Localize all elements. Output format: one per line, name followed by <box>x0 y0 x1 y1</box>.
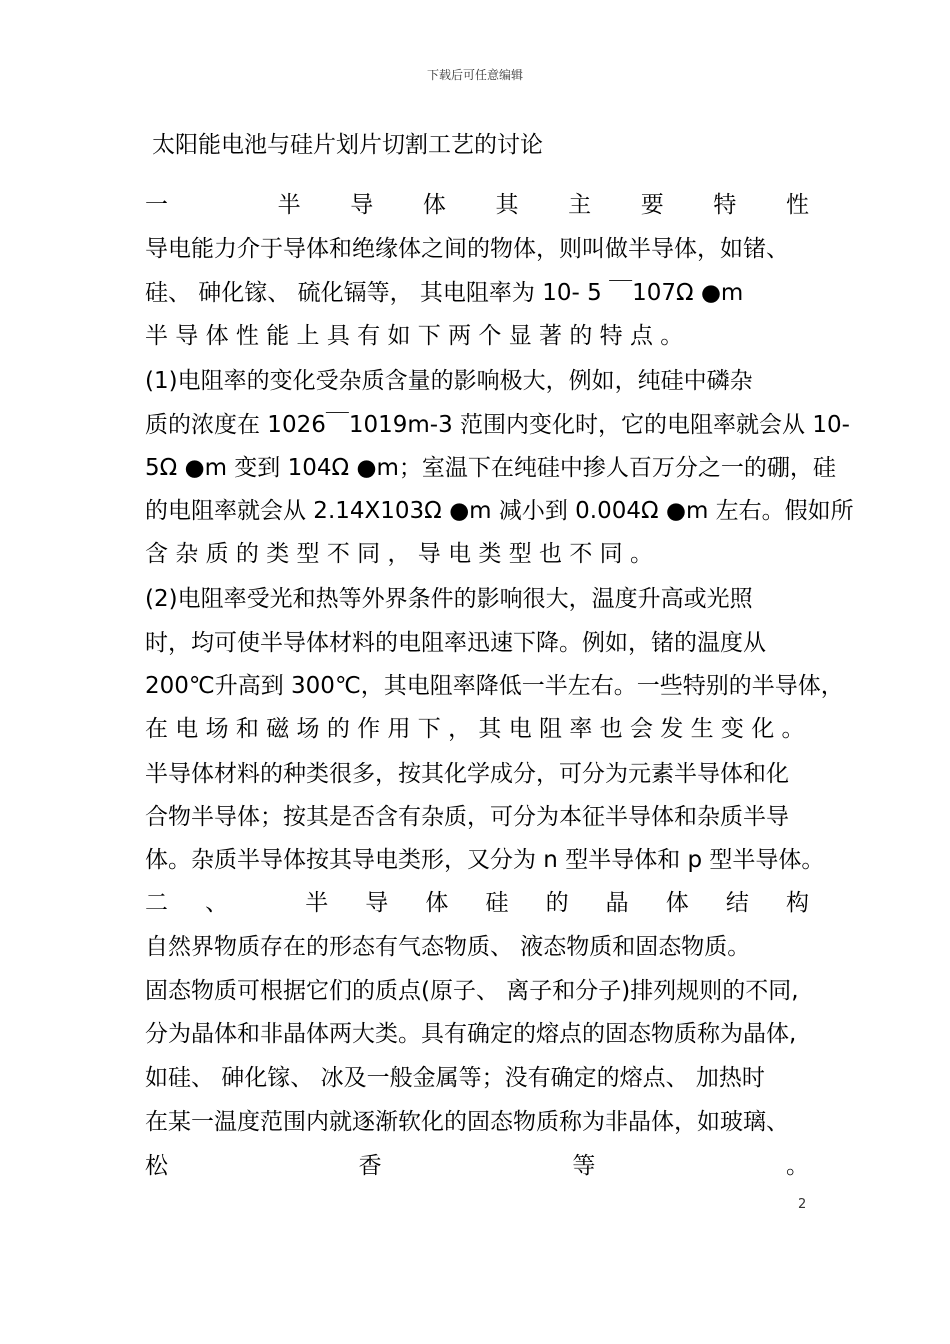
page-number: 2 <box>798 1197 807 1212</box>
last-line <box>145 1149 809 1183</box>
text-line: 含 杂 质 的 类 型 不 同 ， 导 电 类 型 也 不 同 。 <box>145 541 653 567</box>
text-line: 在某一温度范围内就逐渐软化的固态物质称为非晶体，如玻璃、 <box>145 1109 789 1135</box>
text-line: 体。杂质半导体按其导电类形，又分为 n 型半导体和 p 型半导体。 <box>145 847 825 873</box>
text-char: 。 <box>785 1153 809 1179</box>
heading-char: 结 <box>725 890 749 916</box>
section1-heading <box>145 188 809 222</box>
heading-char: 二 <box>145 890 168 916</box>
text-line: (1)电阻率的变化受杂质含量的影响极大，例如，纯硅中磷杂 <box>145 368 753 394</box>
heading-char: 体 <box>665 890 689 916</box>
header-note: 下载后可任意编辑 <box>426 68 523 82</box>
text-line: 分为晶体和非晶体两大类。具有确定的熔点的固态物质称为晶体, <box>145 1021 797 1047</box>
heading-char: 体 <box>425 890 449 916</box>
heading-char: 半 <box>305 890 329 916</box>
text-line: 硅、 砷化镓、 硫化镉等， 其电阻率为 10- 5 ￣107Ω ●m <box>145 280 744 306</box>
heading-char: 主 <box>568 192 592 218</box>
text-char: 等 <box>572 1153 596 1179</box>
heading-char: 导 <box>365 890 389 916</box>
heading-char: 构 <box>785 890 809 916</box>
heading-char: 的 <box>545 890 569 916</box>
text-line: 5Ω ●m 变到 104Ω ●m；室温下在纯硅中掺人百万分之一的硼，硅 <box>145 455 836 481</box>
heading-char: 体 <box>422 192 446 218</box>
text-char: 香 <box>358 1153 382 1179</box>
text-line: 质的浓度在 1026￣1019m-3 范围内变化时，它的电阻率就会从 10- <box>145 412 850 438</box>
text-line: 合物半导体；按其是否含有杂质，可分为本征半导体和杂质半导 <box>145 804 789 830</box>
heading-char: 、 <box>205 890 229 916</box>
section2-heading <box>145 886 809 920</box>
text-char: 松 <box>145 1153 168 1179</box>
text-line: 的电阻率就会从 2.14X103Ω ●m 减小到 0.004Ω ●m 左右。假如所 <box>145 498 854 524</box>
heading-char: 导 <box>350 192 374 218</box>
text-line: 200℃升高到 300℃，其电阻率降低一半左右。一些特别的半导体， <box>145 673 844 699</box>
text-line: (2)电阻率受光和热等外界条件的影响很大，温度升高或光照 <box>145 586 753 612</box>
heading-char: 晶 <box>605 890 629 916</box>
heading-char: 要 <box>640 192 664 218</box>
heading-char: 其 <box>495 192 519 218</box>
heading-char: 一 <box>145 192 168 218</box>
heading-char: 半 <box>277 192 301 218</box>
text-line: 自然界物质存在的形态有气态物质、 液态物质和固态物质。 <box>145 934 751 960</box>
text-line: 如硅、 砷化镓、 冰及一般金属等；没有确定的熔点、 加热时 <box>145 1065 765 1091</box>
heading-char: 硅 <box>485 890 509 916</box>
heading-char: 特 <box>713 192 737 218</box>
document-title: 太阳能电池与硅片划片切割工艺的讨论 <box>152 132 543 158</box>
text-line: 半导体材料的种类很多，按其化学成分，可分为元素半导体和化 <box>145 761 789 787</box>
heading-char: 性 <box>786 192 809 218</box>
text-line: 半 导 体 性 能 上 具 有 如 下 两 个 显 著 的 特 点 。 <box>145 323 684 349</box>
text-line: 时，均可使半导体材料的电阻率迅速下降。例如，锗的温度从 <box>145 630 766 656</box>
text-line: 导电能力介于导体和绝缘体之间的物体，则叫做半导体，如锗、 <box>145 236 789 262</box>
text-line: 固态物质可根据它们的质点(原子、 离子和分子)排列规则的不同, <box>145 978 799 1004</box>
text-line: 在 电 场 和 磁 场 的 作 用 下 ， 其 电 阻 率 也 会 发 生 变 化 。 <box>145 716 805 742</box>
